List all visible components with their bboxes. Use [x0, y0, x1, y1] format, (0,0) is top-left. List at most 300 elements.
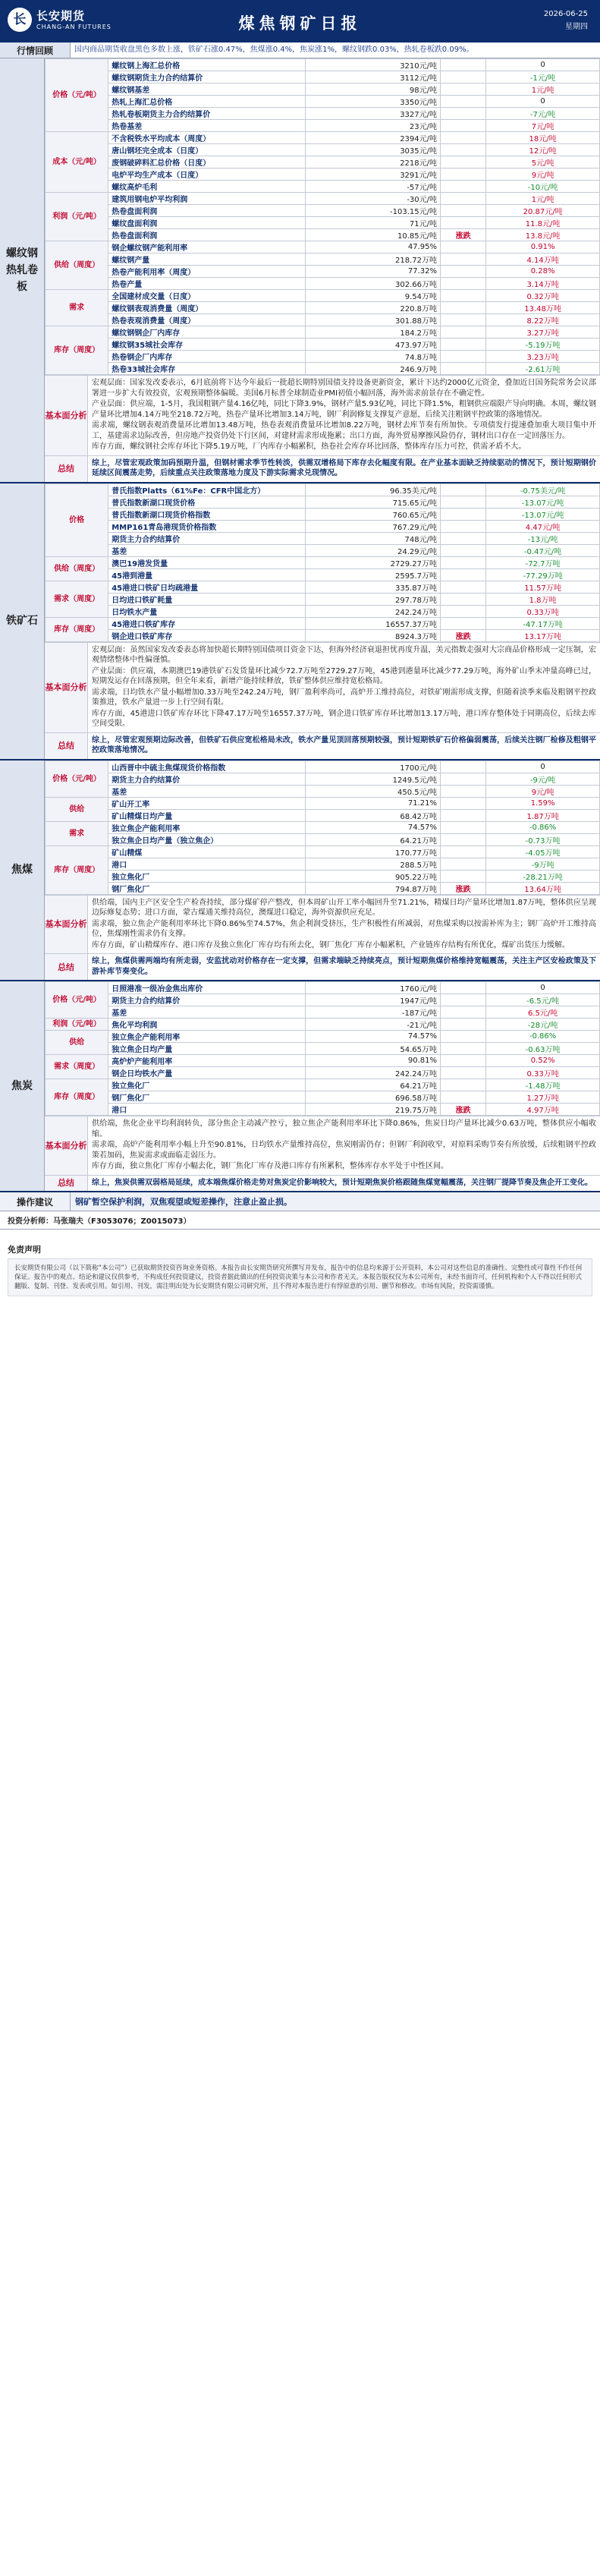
indicator-row [46, 59, 600, 71]
summary-text-box [88, 733, 600, 759]
indicator-row [46, 254, 600, 266]
trend-label [441, 605, 486, 617]
change-value: 1.87万吨 [486, 809, 600, 821]
change-value: 0.33万吨 [486, 1067, 600, 1079]
indicator-name: 螺纹钢35城社会库存 [108, 339, 306, 351]
trend-label [441, 544, 486, 556]
section-body [45, 483, 600, 759]
trend-label [441, 241, 486, 254]
indicator-name: 基差 [108, 785, 306, 797]
trend-label [441, 326, 486, 339]
indicator-row [46, 217, 600, 229]
indicator-row [46, 363, 600, 375]
indicator-name: 独立焦化厂 [108, 870, 306, 882]
analysis-paragraph: 库存方面，独立焦化厂库存小幅去化，钢厂焦化厂库存及港口库存有所累积，整体库存水平处于中性区间。 [92, 1162, 448, 1170]
indicator-name: 螺纹盘面利润 [108, 217, 306, 229]
trend-label [441, 833, 486, 846]
change-value: -0.47元/吨 [486, 544, 600, 556]
indicator-row [46, 241, 600, 254]
market-review-text: 国内商品期货收盘黑色多数上涨，铁矿石涨0.47%，焦煤涨0.4%，焦炭涨1%，螺纹钢跌0.03%，热轧卷板跌0.09%。 [74, 46, 474, 54]
summary-text: 综上，尽管宏观政策加码预期升温，但钢材需求季节性转淡，供需双增格局下库存去化幅度有限。在产业基本面缺乏持续驱动的情况下，预计短期钢价延续区间震荡走势，后续重点关注政策落地力度及下游实际需求兑现情况。 [92, 458, 596, 477]
summary-label: 总结 [45, 954, 88, 980]
indicator-value: 218.72万吨 [306, 254, 441, 266]
trend-label [441, 193, 486, 205]
analysis-paragraph: 需求端，独立焦企产能利用率环比下降0.86%至74.57%，焦企利润受挤压，生产积极性有所减弱，对焦煤采购以按需补库为主；钢厂高炉开工维持高位，焦煤刚性需求仍有支撑。 [92, 919, 596, 938]
indicator-name: 独立焦企产能利用率 [108, 1031, 306, 1043]
trend-label [441, 156, 486, 168]
indicator-name: 普氏指数Platts（61%Fe：CFR中国北方） [108, 483, 306, 496]
indicator-value: 74.8万吨 [306, 351, 441, 363]
change-value: 11.8元/吨 [486, 217, 600, 229]
section-summary [45, 953, 600, 980]
operation-advice-text: 钢矿暂空保护利润，双焦观望或短差操作，注意止盈止损。 [75, 1197, 292, 1207]
summary-text-box [88, 456, 600, 482]
trend-label [441, 556, 486, 568]
indicator-name: 螺纹钢期货主力合约结算价 [108, 71, 306, 83]
change-value: -9元/吨 [486, 773, 600, 785]
section-body [45, 981, 600, 1191]
change-value: -0.86% [486, 821, 600, 833]
change-value: -2.61万吨 [486, 363, 600, 375]
indicator-value: 1249.5元/吨 [306, 773, 441, 785]
indicator-name: 钢厂焦化厂 [108, 882, 306, 894]
change-value: 4.47元/吨 [486, 520, 600, 532]
trend-label [441, 532, 486, 544]
change-value: -28.21万吨 [486, 870, 600, 882]
indicator-row [46, 568, 600, 581]
change-value: -13.07元/吨 [486, 508, 600, 520]
indicator-value: 2218元/吨 [306, 156, 441, 168]
indicator-value: 184.2万吨 [306, 326, 441, 339]
indicator-table [45, 761, 600, 895]
analysis-text [88, 643, 600, 732]
change-value: -1元/吨 [486, 71, 600, 83]
section-summary [45, 455, 600, 482]
indicator-row [46, 994, 600, 1006]
indicator-row [46, 314, 600, 326]
row-category: 需求（周度） [46, 1055, 108, 1079]
indicator-name: 热轧上海汇总价格 [108, 96, 306, 108]
trend-label [441, 785, 486, 797]
report-date: 2026-06-25 [543, 10, 588, 18]
row-category: 需求（周度） [46, 581, 108, 617]
disclaimer-text: 长安期货有限公司（以下简称“本公司”）已获取期货投资咨询业务资格。本报告由长安期货研究所撰写并发布，报告中的信息均来源于公开资料，本公司对这些信息的准确性、完整性或可靠性不作任何保证。报告中的观点、结论和建议仅供参考，不构成任何投资建议，投资者据此做出的任何投资决策与本公司和作者无关。本报告版权仅为本公司所有，未经书面许可，任何机构和个人不得以任何形式翻版、复制、刊登、发表或引用。如引用、刊发，需注明出处为长安期货有限公司研究所，且不得对本报告进行有悖原意的引用、删节和修改。市场有风险，投资需谨慎。 [8, 1258, 592, 1296]
trend-label [441, 205, 486, 217]
indicator-name: 螺纹钢产量 [108, 254, 306, 266]
indicator-value: 767.29元/吨 [306, 520, 441, 532]
analyst-info: 投资分析师：马张瑞夫（F3053076；Z0015073） [0, 1211, 600, 1230]
indicator-row [46, 858, 600, 870]
trend-label [441, 1006, 486, 1019]
change-value: -28元/吨 [486, 1019, 600, 1031]
trend-label [441, 593, 486, 605]
indicator-value: 90.81% [306, 1055, 441, 1067]
indicator-row [46, 870, 600, 882]
trend-label: 涨跌 [441, 629, 486, 641]
indicator-row [46, 351, 600, 363]
indicator-row [46, 785, 600, 797]
analysis-label: 基本面分析 [45, 643, 88, 732]
section-coking-coal [0, 761, 600, 982]
indicator-name: 独立焦企日均产量 [108, 1043, 306, 1055]
row-category: 供给 [46, 1031, 108, 1055]
indicator-row [46, 821, 600, 833]
indicator-value: 242.24万吨 [306, 1067, 441, 1079]
trend-label [441, 870, 486, 882]
trend-label [441, 217, 486, 229]
indicator-row [46, 290, 600, 302]
indicator-value: 68.42万吨 [306, 809, 441, 821]
trend-label [441, 568, 486, 581]
indicator-value: 77.32% [306, 266, 441, 278]
trend-label [441, 1091, 486, 1104]
indicator-value: 24.29元/吨 [306, 544, 441, 556]
summary-label: 总结 [45, 733, 88, 759]
change-value: -0.75美元/吨 [486, 483, 600, 496]
indicator-name: 期货主力合约结算价 [108, 773, 306, 785]
summary-text-box [88, 954, 600, 980]
trend-label [441, 520, 486, 532]
summary-text: 综上，焦煤供需两端均有所走弱，安监扰动对价格存在一定支撑，但需求端缺乏持续亮点，预计短期焦煤价格维持宽幅震荡，关注主产区安检政策及下游补库节奏变化。 [92, 957, 596, 976]
change-value: -13元/吨 [486, 532, 600, 544]
indicator-row [46, 797, 600, 809]
indicator-value: 715.65元/吨 [306, 496, 441, 508]
indicator-value: 8924.3万吨 [306, 629, 441, 641]
change-value: 7元/吨 [486, 120, 600, 132]
indicator-value: 335.87万吨 [306, 581, 441, 593]
trend-label [441, 314, 486, 326]
report-date-block [544, 8, 588, 33]
section-summary [45, 1175, 600, 1192]
row-category: 需求 [46, 821, 108, 846]
section-name: 铁矿石 [0, 483, 45, 759]
indicator-name: 期货主力合约结算价 [108, 532, 306, 544]
trend-label [441, 108, 486, 120]
indicator-name: 45港进口铁矿日均疏港量 [108, 581, 306, 593]
indicator-value: 74.57% [306, 1031, 441, 1043]
indicator-name: 钢企进口铁矿库存 [108, 629, 306, 641]
analysis-text [88, 376, 600, 455]
indicator-name: 不含税铁水平均成本（周度） [108, 132, 306, 144]
indicator-row [46, 544, 600, 556]
row-category: 成本（元/吨） [46, 132, 108, 193]
analysis-paragraph: 产业层面：供应端，1-5月，我国粗钢产量4.16亿吨，同比下降3.9%，钢材产量5.93亿吨，同比下降1.5%，粗钢供应端限产导向明确。本周，螺纹钢产量环比增加4.14万吨至218.72万吨，热卷产量环比增加3.14万吨，钢厂利润修复支撑复产意愿，后续关注粗钢平控政策的落地情况。 [92, 400, 596, 419]
indicator-value: 3210元/吨 [306, 59, 441, 71]
market-review-label: 行情回顾 [0, 43, 71, 58]
indicator-value: 74.57% [306, 821, 441, 833]
indicator-row [46, 83, 600, 96]
change-value: 0.52% [486, 1055, 600, 1067]
indicator-name: 日均铁水产量 [108, 605, 306, 617]
indicator-row [46, 302, 600, 314]
indicator-row [46, 1031, 600, 1043]
change-value: 0.33万吨 [486, 605, 600, 617]
indicator-row [46, 508, 600, 520]
row-category: 供给（周度） [46, 556, 108, 581]
indicator-value: 23元/吨 [306, 120, 441, 132]
change-value: -72.7万吨 [486, 556, 600, 568]
row-category: 供给（周度） [46, 241, 108, 290]
change-value: -4.05万吨 [486, 846, 600, 858]
indicator-name: 基差 [108, 544, 306, 556]
trend-label [441, 351, 486, 363]
indicator-row [46, 1006, 600, 1019]
indicator-row [46, 132, 600, 144]
indicator-value: 54.65万吨 [306, 1043, 441, 1055]
indicator-name: 钢厂焦化厂 [108, 1091, 306, 1104]
summary-text: 综上，焦炭供需双弱格局延续，成本端焦煤价格走势对焦炭定价影响较大，预计短期焦炭价格跟随焦煤宽幅震荡，关注钢厂提降节奏及焦企开工变化。 [92, 1178, 592, 1187]
trend-label [441, 1067, 486, 1079]
fundamental-analysis [45, 375, 600, 455]
trend-label [441, 339, 486, 351]
trend-label [441, 132, 486, 144]
change-value: 0.91% [486, 241, 600, 254]
indicator-row [46, 982, 600, 994]
summary-text: 综上，尽管宏观预期边际改善，但铁矿石供应宽松格局未改，铁水产量见顶回落预期较强，预计短期铁矿石价格偏弱震荡，后续关注钢厂检修及粗钢平控政策落地情况。 [92, 735, 596, 754]
indicator-value: 96.35美元/吨 [306, 483, 441, 496]
indicator-name: 普氏指数新湖口现货价格指数 [108, 508, 306, 520]
indicator-value: 3035元/吨 [306, 144, 441, 156]
change-value: -0.73万吨 [486, 833, 600, 846]
change-value: 0 [486, 982, 600, 994]
indicator-value: 10.85元/吨 [306, 229, 441, 241]
report-header [0, 0, 600, 43]
section-body [45, 761, 600, 981]
indicator-value: -103.15元/吨 [306, 205, 441, 217]
change-value: 4.97万吨 [486, 1104, 600, 1116]
indicator-value: 242.24万吨 [306, 605, 441, 617]
trend-label: 涨跌 [441, 1104, 486, 1116]
indicator-name: 山西晋中中硫主焦煤现货价格指数 [108, 761, 306, 773]
indicator-value: 64.21万吨 [306, 1079, 441, 1091]
change-value: 1.8万吨 [486, 593, 600, 605]
indicator-name: 钢企螺纹钢产能利用率 [108, 241, 306, 254]
indicator-value: 220.8万吨 [306, 302, 441, 314]
trend-label [441, 982, 486, 994]
analysis-paragraph: 库存方面，矿山精煤库存、港口库存及独立焦化厂库存均有所去化，钢厂焦化厂库存小幅累积，产业链库存结构有所优化，煤矿出货压力缓解。 [92, 940, 570, 949]
trend-label [441, 1031, 486, 1043]
indicator-name: 矿山精煤 [108, 846, 306, 858]
indicator-row [46, 593, 600, 605]
change-value: -6.5元/吨 [486, 994, 600, 1006]
trend-label [441, 290, 486, 302]
change-value: 1元/吨 [486, 193, 600, 205]
indicator-value: -21元/吨 [306, 1019, 441, 1031]
indicator-name: 热卷33城社会库存 [108, 363, 306, 375]
indicator-name: 独立焦企产能利用率 [108, 821, 306, 833]
change-value: 4.14万吨 [486, 254, 600, 266]
indicator-row [46, 846, 600, 858]
change-value: -47.17万吨 [486, 617, 600, 629]
change-value: -9万吨 [486, 858, 600, 870]
trend-label [441, 809, 486, 821]
indicator-value: 3112元/吨 [306, 71, 441, 83]
indicator-row [46, 326, 600, 339]
indicator-name: 废钢破碎料汇总价格（日度） [108, 156, 306, 168]
trend-label [441, 508, 486, 520]
trend-label [441, 496, 486, 508]
section-summary [45, 732, 600, 759]
trend-label [441, 846, 486, 858]
indicator-row [46, 1079, 600, 1091]
row-category: 库存（周度） [46, 846, 108, 894]
indicator-name: 螺纹钢基差 [108, 83, 306, 96]
indicator-row [46, 496, 600, 508]
analysis-paragraph: 需求端，高炉产能利用率小幅上升至90.81%，日均铁水产量维持高位，焦炭刚需仍存；但钢厂利润收窄，对原料采购节奏有所放缓，后续粗钢平控政策若加码，焦炭需求或面临走弱压力。 [92, 1141, 596, 1160]
trend-label [441, 773, 486, 785]
indicator-row [46, 605, 600, 617]
indicator-name: 钢企日均铁水产量 [108, 1067, 306, 1079]
change-value: 13.17万吨 [486, 629, 600, 641]
row-category: 利润（元/吨） [46, 193, 108, 241]
company-name-cn: 长安期货 [36, 9, 86, 23]
indicator-value: 473.97万吨 [306, 339, 441, 351]
indicator-name: 全国建材成交量（日度） [108, 290, 306, 302]
analysis-paragraph: 宏观层面：国家发改委表示，6月底前将下达今年最后一批超长期特别国债支持设备更新资金，累计下达约2000亿元资金，叠加近日国务院常务会议部署进一步扩大有效投资，宏观预期整体偏暖。美国6月标普全球制造业PMI初值小幅回落，海外需求前景存在不确定性。 [92, 379, 596, 398]
indicator-value: 1947元/吨 [306, 994, 441, 1006]
indicator-name: 独立焦企日均产量（独立焦企） [108, 833, 306, 846]
indicator-name: 港口 [108, 1104, 306, 1116]
indicator-row [46, 278, 600, 290]
section-name: 螺纹钢热轧卷板 [0, 58, 45, 482]
trend-label [441, 821, 486, 833]
indicator-value: 3327元/吨 [306, 108, 441, 120]
change-value: 0 [486, 761, 600, 773]
indicator-row [46, 193, 600, 205]
indicator-name: 螺纹钢上海汇总价格 [108, 59, 306, 71]
indicator-value: 297.78万吨 [306, 593, 441, 605]
trend-label [441, 181, 486, 193]
row-category: 价格 [46, 483, 108, 556]
trend-label [441, 59, 486, 71]
change-value: 20.87元/吨 [486, 205, 600, 217]
analysis-text [88, 1116, 600, 1175]
indicator-name: 矿山开工率 [108, 797, 306, 809]
indicator-row [46, 833, 600, 846]
indicator-row [46, 181, 600, 193]
indicator-value: 71元/吨 [306, 217, 441, 229]
indicator-row [46, 229, 600, 241]
indicator-name: 港口 [108, 858, 306, 870]
indicator-row [46, 1067, 600, 1079]
indicator-value: 71.21% [306, 797, 441, 809]
indicator-name: 澳巴19港发货量 [108, 556, 306, 568]
indicator-name: 热卷表观消费量（周度） [108, 314, 306, 326]
row-category: 库存（周度） [46, 617, 108, 641]
indicator-name: 独立焦化厂 [108, 1079, 306, 1091]
indicator-row [46, 1104, 600, 1116]
indicator-value: 450.5元/吨 [306, 785, 441, 797]
row-category: 库存（周度） [46, 326, 108, 375]
indicator-row [46, 629, 600, 641]
trend-label [441, 266, 486, 278]
section-rebar [0, 58, 600, 483]
change-value: 0 [486, 59, 600, 71]
indicator-name: MMP161青岛港现货价格指数 [108, 520, 306, 532]
trend-label [441, 120, 486, 132]
change-value: 6.5元/吨 [486, 1006, 600, 1019]
row-category: 库存（周度） [46, 1079, 108, 1116]
analysis-text [88, 896, 600, 954]
trend-label [441, 617, 486, 629]
indicator-name: 螺纹钢表观消费量（周度） [108, 302, 306, 314]
section-coke [0, 981, 600, 1192]
company-name-en: CHANG-AN FUTURES [36, 24, 112, 30]
indicator-value: 9.54万吨 [306, 290, 441, 302]
analysis-paragraph: 库存方面，螺纹钢社会库存环比下降5.19万吨，厂内库存小幅累积，热卷社会库存环比回落，整体库存压力可控，供需矛盾不大。 [92, 442, 526, 451]
analysis-paragraph: 需求端，日均铁水产量小幅增加0.33万吨至242.24万吨，钢厂盈利率尚可，高炉开工维持高位，对铁矿刚需形成支撑，但随着淡季来临及粗钢平控政策推进，铁水产量进一步上行空间有限。 [92, 688, 596, 707]
indicator-row [46, 108, 600, 120]
change-value: 12元/吨 [486, 144, 600, 156]
indicator-row [46, 339, 600, 351]
indicator-row [46, 96, 600, 108]
analysis-paragraph: 供给端，国内主产区安全生产检查持续，部分煤矿停产整改，但本周矿山开工率小幅回升至71.21%，精煤日均产量环比增加1.87万吨，整体供应呈现边际修复态势；进口方面，蒙古煤通关维持高位，澳煤进口稳定，海外资源供应充足。 [92, 898, 596, 917]
indicator-value: 3291元/吨 [306, 168, 441, 181]
indicator-value: 64.21万吨 [306, 833, 441, 846]
indicator-name: 热卷基差 [108, 120, 306, 132]
trend-label [441, 1043, 486, 1055]
trend-label [441, 581, 486, 593]
trend-label [441, 302, 486, 314]
trend-label [441, 483, 486, 496]
trend-label [441, 363, 486, 375]
indicator-row [46, 532, 600, 544]
change-value: -13.07元/吨 [486, 496, 600, 508]
logo-mark-icon: 长 [8, 8, 32, 32]
indicator-name: 日照港准一级冶金焦出库价 [108, 982, 306, 994]
trend-label [441, 278, 486, 290]
change-value: 1元/吨 [486, 83, 600, 96]
row-category: 利润（元/吨） [46, 1019, 108, 1031]
change-value: -7元/吨 [486, 108, 600, 120]
change-value: 13.64万吨 [486, 882, 600, 894]
indicator-value: 1700元/吨 [306, 761, 441, 773]
indicator-name: 45港到港量 [108, 568, 306, 581]
row-category: 价格（元/吨） [46, 59, 108, 132]
indicator-name: 期货主力合约结算价 [108, 994, 306, 1006]
change-value: 9元/吨 [486, 785, 600, 797]
summary-label: 总结 [45, 1176, 88, 1192]
section-name: 焦炭 [0, 981, 45, 1191]
indicator-row [46, 882, 600, 894]
change-value: 5元/吨 [486, 156, 600, 168]
indicator-value: -187元/吨 [306, 1006, 441, 1019]
indicator-table [45, 483, 600, 642]
indicator-value: 246.9万吨 [306, 363, 441, 375]
fundamental-analysis [45, 1116, 600, 1175]
change-value: 0 [486, 96, 600, 108]
trend-label [441, 994, 486, 1006]
change-value: 13.8元/吨 [486, 229, 600, 241]
indicator-value: 794.87万吨 [306, 882, 441, 894]
indicator-value: 748元/吨 [306, 532, 441, 544]
analysis-paragraph: 库存方面，45港进口铁矿库存环比下降47.17万吨至16557.37万吨，钢企进口铁矿库存环比增加13.17万吨，港口库存整体处于同期高位，后续去库空间受限。 [92, 709, 596, 728]
trend-label: 涨跌 [441, 229, 486, 241]
trend-label [441, 797, 486, 809]
row-category: 供给 [46, 797, 108, 821]
summary-text-box [88, 1176, 600, 1192]
indicator-value: 2729.27万吨 [306, 556, 441, 568]
trend-label [441, 144, 486, 156]
indicator-row [46, 483, 600, 496]
change-value: 18元/吨 [486, 132, 600, 144]
indicator-row [46, 266, 600, 278]
indicator-row [46, 71, 600, 83]
trend-label [441, 1055, 486, 1067]
indicator-name: 热轧卷板期货主力合约结算价 [108, 108, 306, 120]
indicator-name: 焦化平均利润 [108, 1019, 306, 1031]
change-value: 9元/吨 [486, 168, 600, 181]
